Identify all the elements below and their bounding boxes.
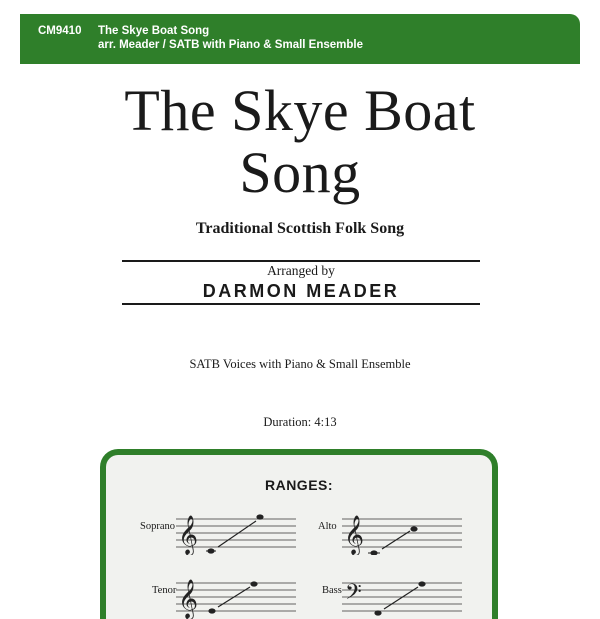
treble-clef-icon: 𝄞 xyxy=(344,515,365,555)
treble-clef-icon: 𝄞 xyxy=(178,515,199,555)
note-low-icon xyxy=(208,608,215,613)
catalog-number: CM9410 xyxy=(38,25,82,37)
note-high-icon xyxy=(250,581,257,586)
header-song-title: The Skye Boat Song xyxy=(98,25,210,37)
staff-alto xyxy=(342,509,462,555)
divider-bottom xyxy=(122,303,480,305)
staff-soprano xyxy=(176,509,296,555)
note-low-icon xyxy=(370,550,377,555)
note-low-icon xyxy=(374,610,381,615)
note-low-icon xyxy=(207,548,214,553)
note-high-icon xyxy=(256,514,263,519)
page-title xyxy=(60,80,540,204)
title-line-1: The Skye Boat xyxy=(124,78,476,143)
ranges-panel xyxy=(100,449,498,619)
bass-clef-icon: 𝄢 xyxy=(345,580,362,610)
arranger-name: DARMON MEADER xyxy=(202,281,400,301)
header-arrangement-line: arr. Meader / SATB with Piano & Small Ensemble xyxy=(98,39,363,51)
treble-clef-icon: 𝄞 xyxy=(178,579,199,619)
duration-text: Duration: 4:13 xyxy=(263,415,337,429)
voice-label-tenor: Tenor xyxy=(152,585,177,596)
voice-label-bass: Bass xyxy=(322,585,342,596)
note-high-icon xyxy=(410,526,417,531)
staff-tenor xyxy=(176,573,296,619)
note-high-icon xyxy=(418,581,425,586)
arranged-by-label: Arranged by xyxy=(267,263,335,278)
title-line-2: Song xyxy=(239,140,361,205)
subtitle: Traditional Scottish Folk Song xyxy=(195,220,405,237)
staff-bass xyxy=(342,573,462,619)
voicing-text: SATB Voices with Piano & Small Ensemble xyxy=(189,357,411,371)
voice-label-soprano: Soprano xyxy=(140,521,175,532)
voice-label-alto: Alto xyxy=(318,521,337,532)
ranges-title: RANGES: xyxy=(264,477,334,493)
divider-top xyxy=(122,260,480,262)
header-band xyxy=(20,14,580,64)
